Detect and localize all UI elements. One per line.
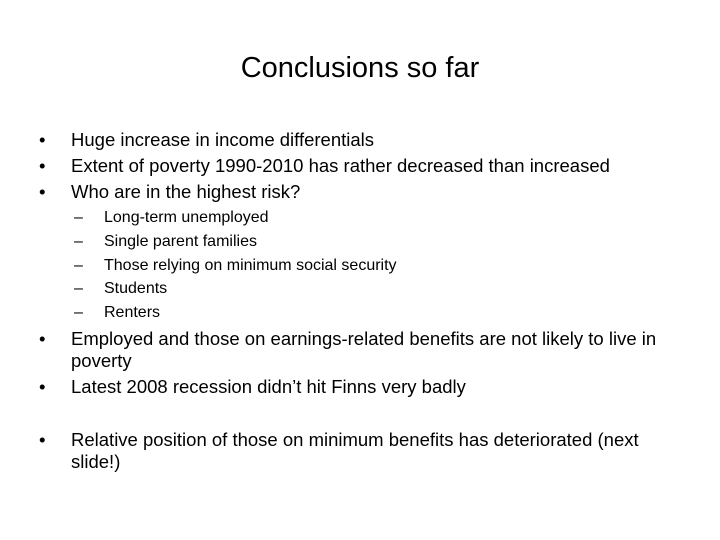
sub-item — [74, 256, 604, 275]
bullet-item — [39, 376, 671, 398]
bullet-marker: • — [39, 181, 46, 202]
sub-item-text: Those relying on minimum social security — [104, 257, 397, 274]
bullet-marker: • — [39, 155, 46, 176]
bullet-item — [39, 181, 671, 203]
sub-item — [74, 208, 604, 227]
bullet-text: Relative position of those on minimum benefits has deteriorated (next slide!) — [71, 429, 639, 472]
bullet-item — [39, 429, 651, 473]
bullet-text: Extent of poverty 1990-2010 has rather decreased than increased — [71, 155, 610, 176]
sub-item-text: Students — [104, 280, 168, 297]
bullet-marker: • — [39, 429, 46, 450]
bullet-item — [39, 328, 661, 372]
bullet-text: Who are in the highest risk? — [71, 181, 301, 202]
dash-marker: – — [74, 209, 83, 226]
bullet-text: Employed and those on earnings-related benefits are not likely to live in poverty — [71, 328, 657, 371]
sub-item — [74, 303, 604, 322]
dash-marker: – — [74, 304, 83, 321]
sub-item-text: Single parent families — [104, 233, 257, 250]
bullet-marker: • — [39, 328, 46, 349]
bullet-text: Huge increase in income differentials — [71, 129, 375, 150]
dash-marker: – — [74, 257, 83, 274]
bullet-text: Latest 2008 recession didn’t hit Finns very badly — [71, 376, 466, 397]
bullet-marker: • — [39, 129, 46, 150]
sub-item — [74, 232, 604, 251]
sub-item-text: Long-term unemployed — [104, 209, 269, 226]
bullet-item — [39, 129, 671, 151]
dash-marker: – — [74, 233, 83, 250]
sub-item-text: Renters — [104, 304, 161, 321]
bullet-item — [39, 155, 671, 177]
sub-item — [74, 279, 604, 298]
slide-title: Conclusions so far — [240, 52, 480, 84]
bullet-marker: • — [39, 376, 46, 397]
dash-marker: – — [74, 280, 83, 297]
